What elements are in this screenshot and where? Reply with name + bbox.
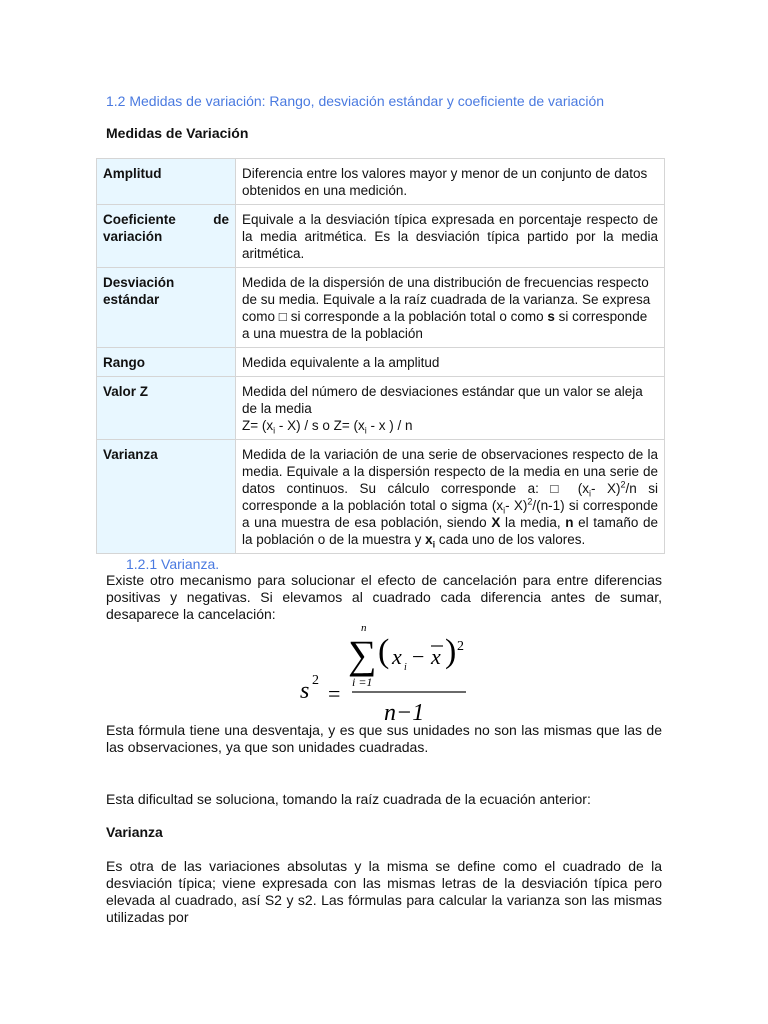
term-label: variación — [103, 229, 163, 244]
subsection-heading: 1.2.1 Varianza. — [126, 556, 220, 572]
table-row — [97, 268, 665, 348]
definition-text: Medida del número de desviaciones estándar que un valor se aleja de la media — [242, 384, 643, 416]
definition-text: si corresponde a la población total o como — [290, 309, 544, 324]
minus-sign: − — [412, 644, 425, 669]
s-exponent: 2 — [312, 673, 319, 688]
disadvantage-paragraph: Esta fórmula tiene una desventaja, y es que sus unidades no son las mismas que las de las observaciones, ya que son unidades cuadradas. — [106, 722, 662, 755]
definition-text: Equivale a la desviación típica expresada en porcentaje respecto de la media aritmética. Es la desviación típica partido por la media aritmética. — [242, 212, 658, 261]
term-label: de — [213, 212, 229, 227]
definition-text: Medida de la dispersión de una distribución de frecuencias respecto de su media. Equivale a la raíz cuadrada de la varianza. Se expresa como — [242, 275, 651, 324]
definition-cell — [236, 348, 665, 377]
summation-icon: ∑ — [348, 632, 377, 677]
term-cell — [97, 205, 236, 268]
term-cell — [97, 377, 236, 440]
term-label: Varianza — [103, 447, 158, 462]
table-row — [97, 440, 665, 554]
missing-glyph-icon: □ — [550, 481, 567, 496]
variable-s: s — [300, 678, 310, 704]
term-cell — [97, 348, 236, 377]
open-paren: ( — [378, 633, 390, 670]
sum-lower-limit: i =1 — [352, 675, 373, 689]
symbol-n: n — [565, 515, 574, 530]
definitions-table — [96, 158, 665, 554]
term-label: Coeficiente — [103, 212, 176, 227]
symbol-s: s — [547, 309, 555, 324]
table-row — [97, 377, 665, 440]
variable-x: x — [392, 644, 402, 669]
solution-paragraph: Esta dificultad se soluciona, tomando la raíz cuadrada de la ecuación anterior: — [106, 791, 591, 807]
definition-cell — [236, 159, 665, 205]
definition-text: si corresponde a una muestra de la población — [242, 309, 648, 341]
term-cell — [97, 268, 236, 348]
term-cell — [97, 440, 236, 554]
exponent-2: 2 — [457, 639, 464, 654]
table-row — [97, 159, 665, 205]
symbol-xi: $x_i$ — [425, 532, 436, 550]
definition-cell — [236, 205, 665, 268]
definition-text: Diferencia entre los valores mayor y menor de un conjunto de datos obtenidos en una medición. — [242, 166, 648, 198]
definition-text: Medida equivalente a la amplitud — [242, 355, 440, 370]
intro-paragraph: Existe otro mecanismo para solucionar el efecto de cancelación para entre diferencias positivas y negativas. Si elevamos al cuadrado cada diferencia antes de sumar, desaparece la cancelación: — [106, 572, 662, 622]
term-label: Desviación estándar — [103, 275, 175, 307]
missing-glyph-icon: □ — [278, 309, 287, 324]
denominator: n−1 — [384, 700, 425, 724]
term-cell — [97, 159, 236, 205]
table-row — [97, 205, 665, 268]
table-row — [97, 348, 665, 377]
close-paren: ) — [445, 633, 457, 670]
definition-cell — [236, 377, 665, 440]
z-formula: $Z= (x_i - X) / s$ o $Z= (x_i - x$ ) / n — [242, 418, 413, 436]
term-label: Valor Z — [103, 384, 149, 399]
definition-cell: Medida de la variación de una serie de observaciones respecto de la media. Equivale a la dispersión respecto de la media en una serie de datos continuos. Su cálculo corresponde a: □ ($x_i-$ X)$^2$/n si corresponde a la población total o sigma ($x_i-$ X)$^2$/(n-1) si corresponde a una muestra de esa población, siendo X la media, n el tamaño de la población o de la muestra y $x_i$ cada uno de los valores. — [236, 440, 665, 554]
index-i: i — [404, 662, 407, 673]
mean-x: x — [431, 644, 441, 669]
equals-sign: = — [328, 681, 341, 706]
symbol-x-mean: X — [491, 515, 501, 530]
sum-upper-limit: n — [361, 622, 367, 634]
variance-formula — [290, 618, 480, 724]
term-label: Amplitud — [103, 166, 162, 181]
term-label: Rango — [103, 355, 145, 370]
definition-cell — [236, 268, 665, 348]
varianza-heading: Varianza — [106, 824, 163, 840]
definition-text: Medida de la variación de una serie de observaciones respecto de la media. Equivale a la dispersión respecto de la media en una serie de datos continuos. Su cálculo corresponde a: — [242, 447, 658, 496]
section-subtitle: Medidas de Variación — [106, 125, 249, 141]
section-title: 1.2 Medidas de variación: Rango, desviación estándar y coeficiente de variación — [106, 93, 605, 109]
varianza-paragraph: Es otra de las variaciones absolutas y la misma se define como el cuadrado de la desviación típica; viene expresada con las mismas letras de la desviación típica pero elevada al cuadrado, así S2 y s2. Las fórmulas para calcular la varianza son las mismas utilizadas por — [106, 858, 662, 925]
